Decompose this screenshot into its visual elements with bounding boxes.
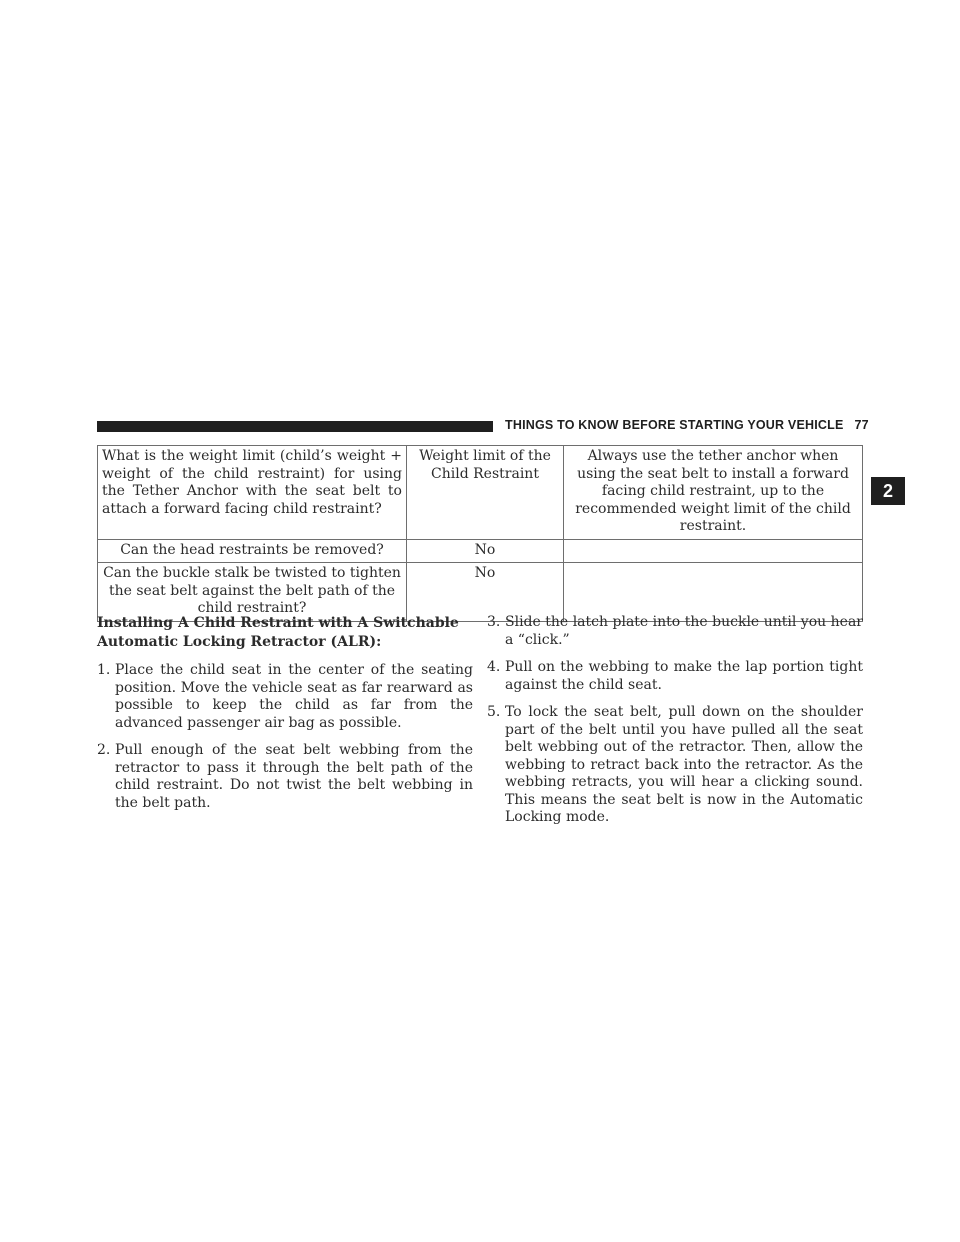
list-item xyxy=(97,662,473,732)
step-text: Place the child seat in the center of the seating position. Move the vehicle seat as far rearward as possible to keep the child as far from the advanced passenger air bag as possible. xyxy=(115,662,473,731)
table-cell-answer: No xyxy=(407,539,564,563)
table-cell-note xyxy=(564,539,863,563)
step-number: 3. xyxy=(487,614,501,630)
page-number: 77 xyxy=(854,418,869,432)
table-cell-answer: No xyxy=(407,563,564,622)
step-number: 2. xyxy=(97,742,111,758)
step-text: Pull enough of the seat belt webbing from the retractor to pass it through the belt path of the child restraint. Do not twist the belt webbing in the belt path. xyxy=(115,742,473,811)
list-item xyxy=(487,614,863,649)
table-cell-note xyxy=(564,563,863,622)
step-number: 1. xyxy=(97,662,111,678)
chapter-tab: 2 xyxy=(871,477,905,505)
table-row xyxy=(98,539,863,563)
section-title: THINGS TO KNOW BEFORE STARTING YOUR VEHICLE xyxy=(505,418,844,432)
table-cell-question: Can the head restraints be removed? xyxy=(98,539,407,563)
step-text: To lock the seat belt, pull down on the shoulder part of the belt until you have pulled all the seat belt webbing out of the retractor. Then, allow the webbing to retract back into the retractor. As the webbing retracts, you will hear a clicking sound. This means the seat belt is now in the Automatic Locking mode. xyxy=(505,704,863,825)
table-cell-question: Can the buckle stalk be twisted to tighten the seat belt against the belt path of the child restraint? xyxy=(98,563,407,622)
table-row xyxy=(98,446,863,540)
left-column xyxy=(97,614,473,822)
right-column xyxy=(487,614,863,837)
step-text: Slide the latch plate into the buckle until you hear a “click.” xyxy=(505,614,863,648)
table-row xyxy=(98,563,863,622)
step-number: 5. xyxy=(487,704,501,720)
header-rule xyxy=(97,421,493,432)
child-restraint-table xyxy=(97,445,863,622)
list-item xyxy=(487,704,863,827)
step-number: 4. xyxy=(487,659,501,675)
step-text: Pull on the webbing to make the lap portion tight against the child seat. xyxy=(505,659,863,693)
running-header xyxy=(505,418,869,432)
table-cell-question: What is the weight limit (child’s weight + weight of the child restraint) for using the Tether Anchor with the seat belt to attach a forward facing child restraint? xyxy=(98,446,407,540)
table-cell-note: Always use the tether anchor when using the seat belt to install a forward facing child restraint, up to the recommended weight limit of the child restraint. xyxy=(564,446,863,540)
table-cell-answer: Weight limit of the Child Restraint xyxy=(407,446,564,540)
list-item xyxy=(487,659,863,694)
section-heading: Installing A Child Restraint with A Switchable Automatic Locking Retractor (ALR): xyxy=(97,615,459,650)
list-item xyxy=(97,742,473,812)
